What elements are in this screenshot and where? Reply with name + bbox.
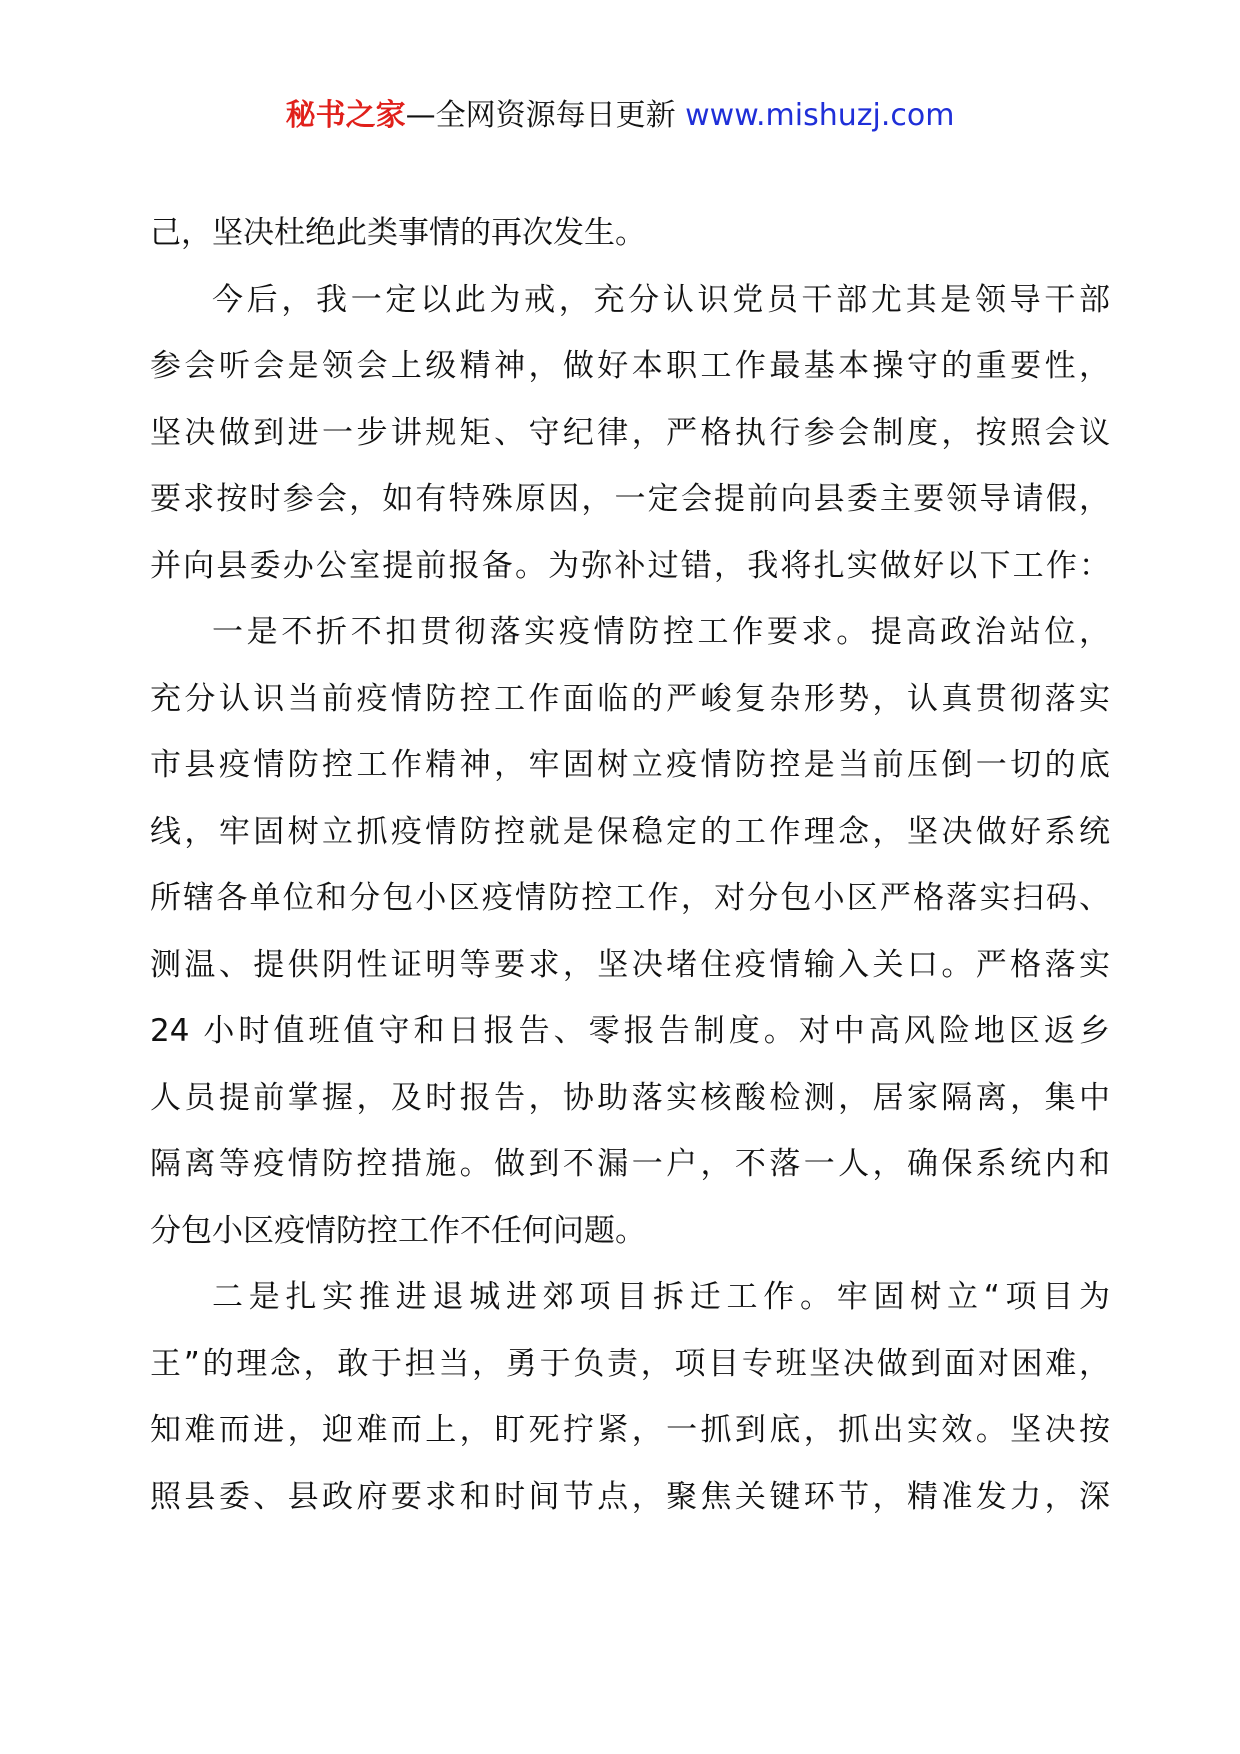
brand-name: 秘书之家 (285, 98, 406, 133)
text-line: 测温、提供阴性证明等要求，坚决堵住疫情输入关口。严格落实 (150, 946, 1110, 983)
text-line: 照县委、县政府要求和时间节点，聚焦关键环节，精准发力，深 (150, 1478, 1110, 1515)
text-line: 分包小区疫情防控工作不任何问题。 (150, 1212, 646, 1249)
paragraph-start-line: 今后，我一定以此为戒，充分认识党员干部尤其是领导干部 (212, 281, 1110, 318)
website-link[interactable]: www.mishuzj.com (685, 98, 955, 133)
text-line: 并向县委办公室提前报备。为弥补过错，我将扎实做好以下工作： (150, 547, 1110, 584)
text-line: 知难而进，迎难而上，盯死拧紧，一抓到底，抓出实效。坚决按 (150, 1412, 1110, 1448)
text-line: 隔离等疫情防控措施。做到不漏一户，不落一人，确保系统内和 (150, 1146, 1110, 1182)
paragraph-start-line: 二是扎实推进退城进郊项目拆迁工作。牢固树立“项目为 (212, 1279, 1110, 1315)
text-line: 王”的理念，敢于担当，勇于负责，项目专班坚决做到面对困难， (150, 1345, 1110, 1382)
page-header (0, 96, 1240, 136)
text-line: 充分认识当前疫情防控工作面临的严峻复杂形势，认真贯彻落实 (150, 680, 1110, 717)
text-line: 24 小时值班值守和日报告、零报告制度。对中高风险地区返乡 (150, 1013, 1110, 1049)
header-tagline: —全网资源每日更新 (405, 98, 686, 133)
text-line: 坚决做到进一步讲规矩、守纪律，严格执行参会制度，按照会议 (150, 414, 1110, 451)
text-line: 所辖各单位和分包小区疫情防控工作，对分包小区严格落实扫码、 (150, 880, 1110, 916)
paragraph-start-line: 一是不折不扣贯彻落实疫情防控工作要求。提高政治站位， (212, 614, 1110, 650)
text-line: 人员提前掌握，及时报告，协助落实核酸检测，居家隔离，集中 (150, 1079, 1110, 1116)
text-line: 己，坚决杜绝此类事情的再次发生。 (150, 215, 646, 251)
document-body (150, 200, 1110, 1530)
text-line: 要求按时参会，如有特殊原因，一定会提前向县委主要领导请假， (150, 481, 1110, 517)
text-line: 市县疫情防控工作精神，牢固树立疫情防控是当前压倒一切的底 (150, 747, 1110, 783)
text-line: 参会听会是领会上级精神，做好本职工作最基本操守的重要性， (150, 348, 1110, 384)
text-line: 线，牢固树立抓疫情防控就是保稳定的工作理念，坚决做好系统 (150, 813, 1110, 850)
